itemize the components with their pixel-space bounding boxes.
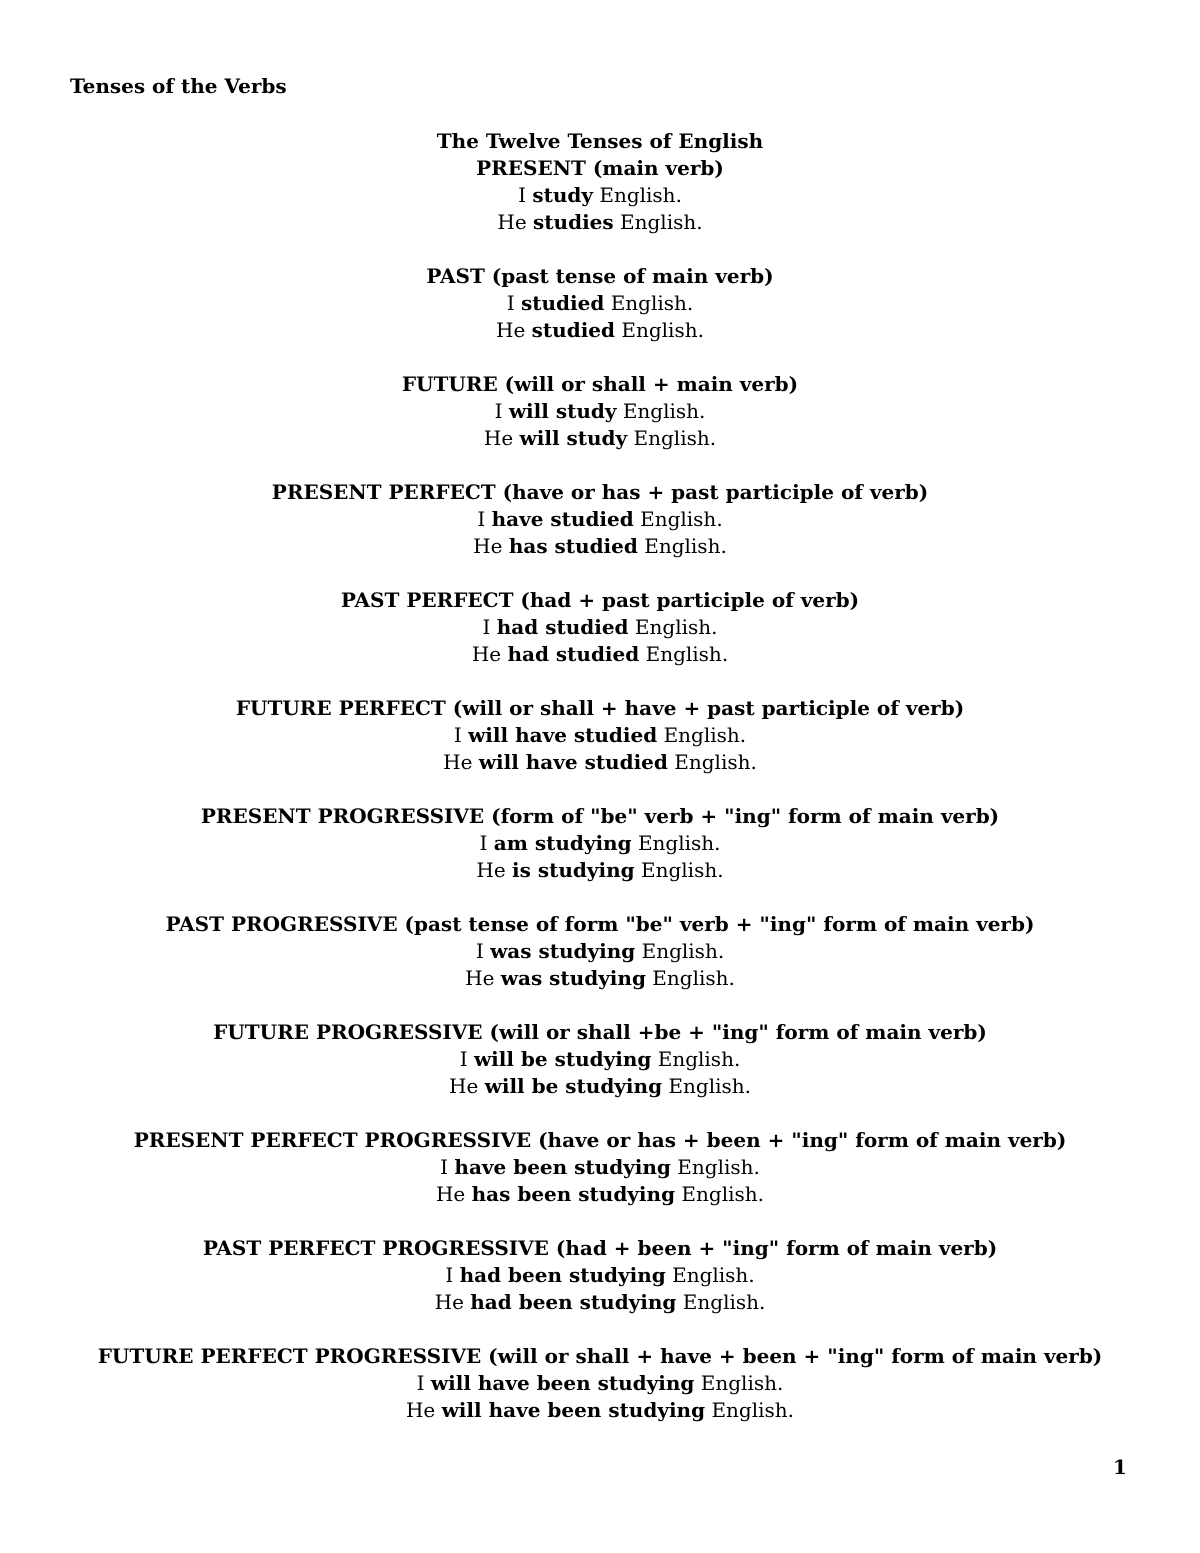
example-sentence (0, 857, 1200, 884)
example-object: English. (641, 939, 725, 963)
example-subject: I (453, 723, 462, 747)
example-object: English. (672, 1263, 755, 1287)
example-subject: He (476, 858, 506, 882)
example-verb: studied (520, 291, 605, 315)
document-title: Tenses of the Verbs (70, 74, 287, 98)
example-object: English. (652, 966, 735, 990)
example-subject: I (416, 1371, 425, 1395)
tense-heading: PAST PERFECT (had + past participle of verb) (340, 588, 860, 612)
example-sentence (0, 722, 1200, 749)
example-subject: I (518, 183, 526, 207)
tense-heading: PAST PERFECT PROGRESSIVE (had + been + "ing" form of main verb) (202, 1236, 998, 1260)
example-object: English. (682, 1290, 766, 1314)
tense-heading: FUTURE PROGRESSIVE (will or shall +be + "ing" form of main verb) (213, 1020, 987, 1044)
example-verb: was studying (490, 939, 636, 963)
tense-heading: PRESENT PROGRESSIVE (form of "be" verb + "ing" form of main verb) (200, 804, 1000, 828)
example-verb: will study (508, 399, 617, 423)
example-subject: I (494, 399, 503, 423)
example-sentence (0, 1046, 1200, 1073)
example-sentence (0, 398, 1200, 425)
example-object: English. (599, 183, 682, 207)
example-object: English. (677, 1155, 760, 1179)
example-subject: He (434, 1290, 464, 1314)
example-subject: I (445, 1263, 454, 1287)
example-object: English. (711, 1398, 795, 1422)
example-sentence (0, 965, 1200, 992)
example-sentence (0, 533, 1200, 560)
example-object: English. (700, 1371, 784, 1395)
example-sentence (0, 938, 1200, 965)
example-sentence (0, 290, 1200, 317)
example-object: English. (633, 426, 717, 450)
example-object: English. (620, 210, 703, 234)
tense-block (0, 587, 1200, 668)
tense-heading: FUTURE (will or shall + main verb) (401, 372, 799, 396)
example-object: English. (657, 1047, 741, 1071)
example-sentence (0, 317, 1200, 344)
example-subject: He (405, 1398, 436, 1422)
example-sentence (0, 1289, 1200, 1316)
example-verb: will have studied (478, 750, 668, 774)
example-verb: will study (519, 426, 628, 450)
example-subject: I (475, 939, 484, 963)
example-subject: He (473, 534, 503, 558)
example-sentence (0, 506, 1200, 533)
example-sentence (0, 749, 1200, 776)
example-object: English. (668, 1074, 751, 1098)
example-verb: will have been studying (430, 1371, 695, 1395)
example-sentence (0, 830, 1200, 857)
example-verb: studied (531, 318, 616, 342)
tense-heading: FUTURE PERFECT (will or shall + have + past participle of verb) (235, 696, 965, 720)
example-subject: He (471, 642, 502, 666)
main-heading: The Twelve Tenses of English (436, 129, 764, 153)
tense-heading: PRESENT PERFECT (have or has + past participle of verb) (271, 480, 929, 504)
example-object: English. (621, 318, 704, 342)
example-subject: I (477, 507, 486, 531)
example-sentence (0, 182, 1200, 209)
example-verb: is studying (512, 858, 635, 882)
example-subject: I (479, 831, 488, 855)
example-verb: will be studying (473, 1047, 652, 1071)
example-subject: He (449, 1074, 479, 1098)
example-subject: I (440, 1155, 449, 1179)
example-verb: studies (533, 210, 614, 234)
example-verb: has studied (508, 534, 638, 558)
document-content (0, 128, 1200, 1451)
example-verb: will be studying (484, 1074, 663, 1098)
example-sentence (0, 614, 1200, 641)
example-sentence (0, 209, 1200, 236)
example-sentence (0, 1370, 1200, 1397)
example-verb: had been studying (459, 1263, 666, 1287)
tense-heading: PAST PROGRESSIVE (past tense of form "be" verb + "ing" form of main verb) (165, 912, 1035, 936)
example-object: English. (641, 858, 724, 882)
example-subject: He (497, 210, 527, 234)
example-sentence (0, 1154, 1200, 1181)
example-object: English. (663, 723, 747, 747)
example-verb: had been studying (470, 1290, 677, 1314)
tense-block (0, 371, 1200, 452)
example-sentence (0, 1073, 1200, 1100)
tense-heading: PRESENT PERFECT PROGRESSIVE (have or has + been + "ing" form of main verb) (133, 1128, 1067, 1152)
example-verb: will have been studying (441, 1398, 706, 1422)
example-object: English. (610, 291, 694, 315)
tense-block (0, 1019, 1200, 1100)
example-subject: He (465, 966, 495, 990)
tense-heading: FUTURE PERFECT PROGRESSIVE (will or shall + have + been + "ing" form of main verb) (97, 1344, 1103, 1368)
example-object: English. (640, 507, 723, 531)
example-subject: I (459, 1047, 468, 1071)
example-object: English. (637, 831, 721, 855)
example-verb: have studied (491, 507, 634, 531)
example-verb: had studied (507, 642, 640, 666)
tense-block (0, 155, 1200, 236)
tense-heading: PAST (past tense of main verb) (426, 264, 774, 288)
example-sentence (0, 641, 1200, 668)
tense-block (0, 263, 1200, 344)
tense-block (0, 1343, 1200, 1424)
example-verb: has been studying (471, 1182, 676, 1206)
tense-block (0, 1235, 1200, 1316)
example-subject: He (496, 318, 526, 342)
tense-block (0, 803, 1200, 884)
example-object: English. (645, 642, 729, 666)
example-sentence (0, 1181, 1200, 1208)
example-verb: was studying (500, 966, 646, 990)
example-subject: I (506, 291, 515, 315)
example-subject: He (483, 426, 514, 450)
example-object: English. (674, 750, 757, 774)
example-object: English. (634, 615, 718, 639)
tense-block (0, 1127, 1200, 1208)
tense-heading: PRESENT (main verb) (476, 156, 724, 180)
example-verb: will have studied (468, 723, 658, 747)
example-verb: have been studying (454, 1155, 671, 1179)
example-sentence (0, 1397, 1200, 1424)
tense-list (0, 155, 1200, 1424)
example-verb: had studied (496, 615, 629, 639)
example-sentence (0, 1262, 1200, 1289)
example-verb: study (532, 183, 593, 207)
example-object: English. (622, 399, 706, 423)
example-subject: He (443, 750, 473, 774)
example-subject: I (482, 615, 491, 639)
example-object: English. (644, 534, 727, 558)
example-subject: He (435, 1182, 466, 1206)
page-number: 1 (1113, 1455, 1127, 1479)
tense-block (0, 479, 1200, 560)
tense-block (0, 911, 1200, 992)
example-verb: am studying (493, 831, 632, 855)
example-object: English. (681, 1182, 764, 1206)
example-sentence (0, 425, 1200, 452)
tense-block (0, 695, 1200, 776)
